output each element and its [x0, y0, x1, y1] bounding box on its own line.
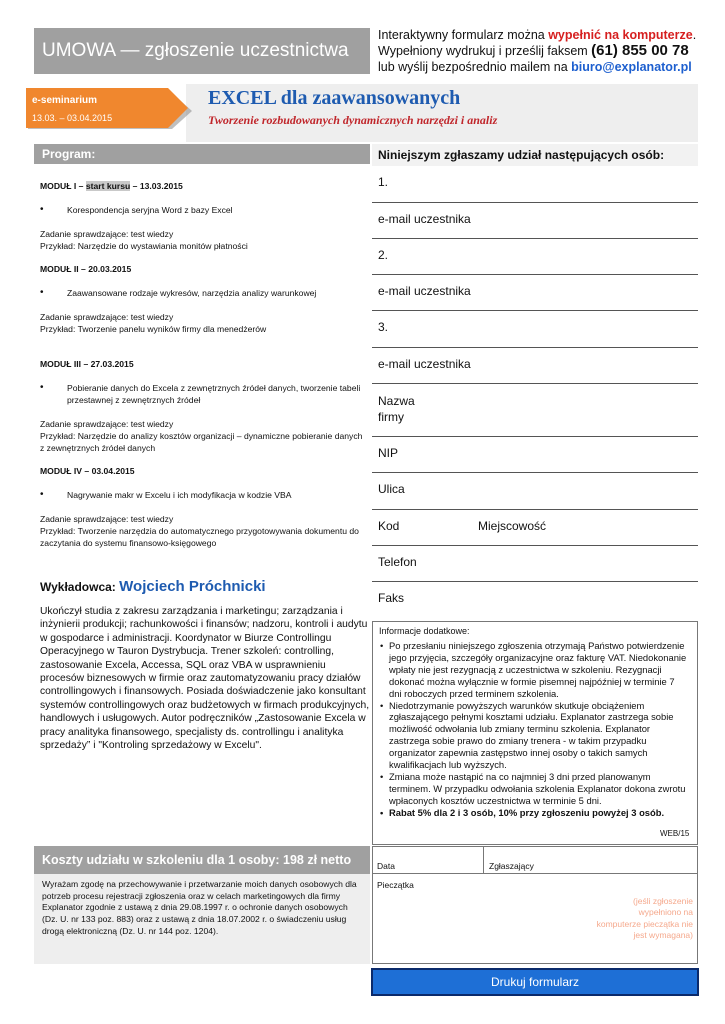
module-1 — [40, 180, 365, 252]
field-label: Faks — [378, 591, 405, 605]
fax-field[interactable] — [372, 582, 698, 619]
stamp-label: Pieczątka — [377, 880, 414, 890]
module-topic: • Nagrywanie makr w Excelu i ich modyfikacja w kodzie VBA — [40, 489, 365, 501]
fax-number: (61) 855 00 78 — [591, 42, 689, 59]
cost-heading: Koszty udziału w szkoleniu dla 1 osoby: 198 zł netto — [34, 846, 370, 874]
field-label: Nazwa — [378, 394, 415, 408]
field-label: 3. — [378, 320, 389, 334]
module-title: MODUŁ III – 27.03.2015 — [40, 359, 134, 369]
info-item: • Po przesłaniu niniejszego zgłoszenia otrzymają Państwo potwierdzenie jego przyjęcia, szczegóły organizacyjne oraz fakturę VAT. Niedokonanie wpłaty nie jest rezygnacją z uczestnictwa w szkoleniu. Rezygnacji dokonać można wyłącznie w formie pisemnej najpóźniej w terminie 7 dni roboczych przed terminem szkolenia. — [389, 640, 689, 700]
module-topic: • Zaawansowane rodzaje wykresów, narzędzia analizy warunkowej — [40, 287, 365, 299]
instr-fax-text: Wypełniony wydrukuj i prześlij faksem — [378, 44, 592, 58]
field-label: Ulica — [378, 482, 405, 496]
stamp-note: (jeśli zgłoszenie wypełniono na komputerze pieczątka nie jest wymagana) — [596, 896, 693, 941]
field-label: e-mail uczestnika — [378, 212, 471, 226]
field-label: 2. — [378, 248, 389, 262]
stamp-box[interactable] — [372, 874, 698, 964]
module-task: Zadanie sprawdzające: test wiedzy — [40, 229, 174, 239]
module-title: MODUŁ II – 20.03.2015 — [40, 264, 132, 274]
program-heading: Program: — [34, 144, 370, 164]
city-label: Miejscowość — [478, 519, 547, 533]
lecturer-bio: Ukończył studia z zakresu zarządzania i marketingu; zarządzania i inżynierii produkcji; rachunkowości i finansów; nadzoru, kontroli i audytu w gospodarce i administracji. Koordynator w Biurze Controllingu Operacyjnego w Tauron Dystrybucja. Trener szkoleń: controlling, zastosowanie Excela, Accessa, SQL oraz VBA w usprawnieniu procesów biznesowych w firmie oraz zautomatyzowaniu pracy działów controllingowych i finansowych. Posiada doświadczenie jako konsultant systemów controllingowych oraz budżetowych w firmach produkcyjnych, handlowych i usługowych. Autor podręczników „Zastosowanie Excela w pracy analityka finansowego, specjalisty ds. controllingu i analityka sprzedaży” i "Kontroling sprzedażowy w Excelu". — [40, 606, 370, 752]
applicant-label: Zgłaszający — [489, 861, 534, 871]
discount-info: • Rabat 5% dla 2 i 3 osób, 10% przy zgłoszeniu powyżej 3 osób. — [389, 807, 689, 819]
course-subtitle: Tworzenie rozbudowanych dynamicznych narzędzi i analiz — [208, 113, 498, 127]
module-topic: • Pobieranie danych do Excela z zewnętrznych źródeł danych, tworzenie tabeli przestawnej z zewnętrznych źródeł — [40, 382, 365, 406]
postal-code-label: Kod — [378, 519, 400, 533]
instr-mail-text: lub wyślij bezpośrednio mailem na — [378, 60, 572, 74]
date-applicant-row[interactable] — [372, 846, 698, 874]
info-item: • Zmiana może nastąpić na co najmniej 3 dni przed planowanym terminem. W przypadku odwołania szkolenia Explanator dokona zwrotu wpłaconych kosztów uczestnictwa w terminie 5 dni. — [389, 771, 689, 807]
participant-3-email-field[interactable] — [372, 348, 698, 384]
email-link[interactable]: biuro@explanator.pl — [571, 60, 692, 74]
street-field[interactable] — [372, 473, 698, 510]
module-title: MODUŁ I – — [40, 181, 86, 191]
additional-info-title: Informacje dodatkowe: — [379, 626, 470, 636]
print-form-button[interactable]: Drukuj formularz — [371, 968, 699, 996]
nip-field[interactable] — [372, 437, 698, 473]
participant-1-field[interactable] — [372, 166, 698, 203]
form-title: UMOWA — zgłoszenie uczestnictwa — [34, 28, 370, 74]
lecturer-name: Wojciech Próchnicki — [119, 578, 266, 595]
instructions — [378, 27, 708, 75]
participant-2-field[interactable] — [372, 239, 698, 275]
field-label: 1. — [378, 175, 389, 189]
field-label: firmy — [378, 410, 404, 424]
additional-info — [372, 621, 698, 845]
participant-3-field[interactable] — [372, 311, 698, 348]
instr-dot: . — [692, 28, 697, 42]
module-example: Przykład: Narzędzie do wystawiania monitów płatności — [40, 241, 248, 251]
field-label: e-mail uczestnika — [378, 357, 471, 371]
module-title: MODUŁ IV – 03.04.2015 — [40, 466, 135, 476]
instr-text: Interaktywny formularz można — [378, 28, 549, 42]
module-title-highlight: start kursu — [85, 181, 131, 191]
date-label: Data — [377, 861, 395, 871]
module-task: Zadanie sprawdzające: test wiedzy — [40, 312, 174, 322]
course-type: e-seminarium — [32, 95, 98, 106]
consent-text: Wyrażam zgodę na przechowywanie i przetwarzanie moich danych osobowych dla potrzeb procesu rejestracji zgłoszenia oraz w celach marketingowych dla firmy Explanator zgodnie z ustawą z dnia 29.08.1997 r. o ochronie danych osobowych (Dz. U. nr 133 poz. 883) oraz z ustawą z dnia 18.07.2002 r. o świadczeniu usług drogą elektroniczną (Dz. U. nr 144 poz. 1204). — [34, 874, 370, 964]
module-topic: • Korespondencja seryjna Word z bazy Excel — [40, 204, 365, 216]
lecturer-label: Wykładowca: — [40, 580, 120, 594]
lecturer-heading — [40, 578, 266, 595]
participants-heading: Niniejszym zgłaszamy udział następujących osób: — [372, 144, 698, 166]
instr-highlight: wypełnić na komputerze — [548, 28, 693, 42]
field-label: NIP — [378, 446, 399, 460]
module-2 — [40, 263, 365, 335]
course-dates: 13.03. – 03.04.2015 — [32, 113, 113, 123]
field-label: e-mail uczestnika — [378, 284, 471, 298]
module-4 — [40, 465, 365, 549]
phone-field[interactable] — [372, 546, 698, 582]
participant-1-email-field[interactable] — [372, 203, 698, 239]
participant-2-email-field[interactable] — [372, 275, 698, 311]
module-example: Przykład: Narzędzie do analizy kosztów organizacji – dynamiczne pobieranie danych z zewnętrznych źródeł danych — [40, 431, 363, 453]
info-item: • Niedotrzymanie powyższych warunków skutkuje obciążeniem zgłaszającego pełnymi kosztami udziału. Explanator zastrzega sobie możliwość odwołania lub zmiany terminu szkolenia. Explanator zastrzega sobie prawo do zmiany trenera - w takim przypadku organizator zapewnia zastępstwo innej osoby o takich samych kwalifikacjach lub wyższych. — [389, 700, 689, 771]
module-task: Zadanie sprawdzające: test wiedzy — [40, 514, 174, 524]
module-task: Zadanie sprawdzające: test wiedzy — [40, 419, 174, 429]
module-date: – 13.03.2015 — [130, 181, 183, 191]
module-example: Przykład: Tworzenie narzędzia do automatycznego przygotowywania dokumentu do zaczytania do systemu finansowo-księgowego — [40, 526, 359, 548]
company-name-field[interactable] — [372, 384, 698, 437]
form-code: WEB/15 — [660, 829, 690, 838]
address-field[interactable] — [372, 510, 698, 546]
module-example: Przykład: Tworzenie panelu wyników firmy dla menedżerów — [40, 324, 267, 334]
course-title: EXCEL dla zaawansowanych — [208, 87, 461, 109]
field-label: Telefon — [378, 555, 417, 569]
module-3 — [40, 358, 365, 454]
